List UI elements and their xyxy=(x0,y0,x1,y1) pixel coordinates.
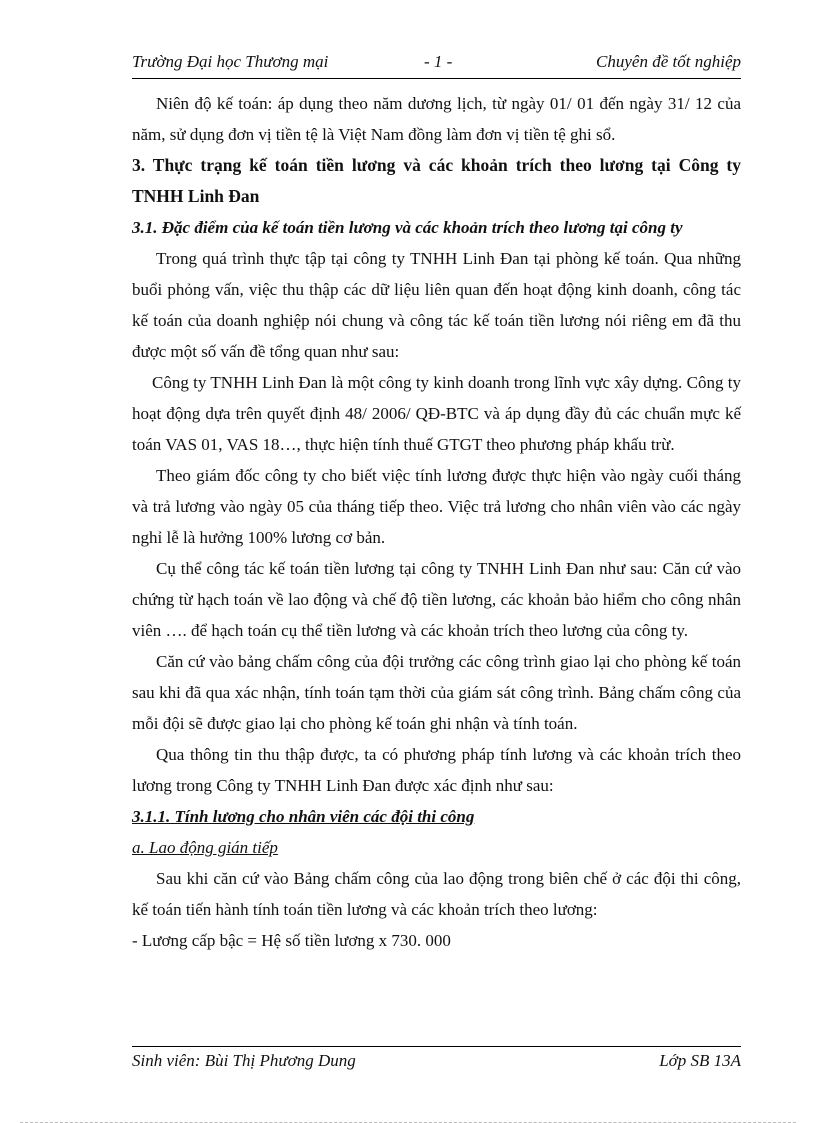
page-content xyxy=(132,88,741,956)
paragraph-payday: Theo giám đốc công ty cho biết việc tính lương được thực hiện vào ngày cuối tháng và trả lương vào ngày 05 của tháng tiếp theo. Việc trả lương cho nhân viên vào các ngày nghỉ lễ là hưởng 100% lương cơ bản. xyxy=(132,466,741,547)
paragraph-internship: Trong quá trình thực tập tại công ty TNHH Linh Đan tại phòng kế toán. Qua những buổi phỏng vấn, việc thu thập các dữ liệu liên quan đến hoạt động kinh doanh, công tác kế toán của doanh nghiệp nói chung và công tác kế toán tiền lương nói riêng em đã thu được một số vấn đề tổng quan như sau: xyxy=(132,249,741,361)
page-header xyxy=(132,48,741,79)
heading-indirect-labor: a. Lao động gián tiếp xyxy=(132,838,278,857)
paragraph-fiscal-year: Niên độ kế toán: áp dụng theo năm dương lịch, từ ngày 01/ 01 đến ngày 31/ 12 của năm, sử dụng đơn vị tiền tệ là Việt Nam đồng làm đơn vị tiền tệ ghi sổ. xyxy=(132,94,741,144)
header-school: Trường Đại học Thương mại xyxy=(132,52,329,71)
page-footer xyxy=(132,1046,741,1077)
formula-grade-salary: - Lương cấp bậc = Hệ số tiền lương x 730. 000 xyxy=(132,931,451,950)
paragraph-method: Qua thông tin thu thập được, ta có phương pháp tính lương và các khoản trích theo lương trong Công ty TNHH Linh Đan được xác định như sau: xyxy=(132,745,741,795)
header-page-number: - 1 - xyxy=(424,52,453,71)
footer-class: Lớp SB 13A xyxy=(659,1051,741,1070)
paragraph-timesheet: Căn cứ vào bảng chấm công của đội trưởng các công trình giao lại cho phòng kế toán sau khi đã qua xác nhận, tính toán tạm thời của giám sát công trình. Bảng chấm công của mỗi đội sẽ được giao lại cho phòng kế toán ghi nhận và tính toán. xyxy=(132,652,741,733)
footer-student: Sinh viên: Bùi Thị Phương Dung xyxy=(132,1051,356,1070)
heading-section-3: 3. Thực trạng kế toán tiền lương và các khoản trích theo lương tại Công ty TNHH Linh Đan xyxy=(132,155,741,206)
header-doc-title: Chuyên đề tốt nghiệp xyxy=(596,52,741,71)
paragraph-accounting-work: Cụ thể công tác kế toán tiền lương tại công ty TNHH Linh Đan như sau: Căn cứ vào chứng từ hạch toán về lao động và chế độ tiền lương, các khoản bảo hiểm cho công nhân viên …. để hạch toán cụ thể tiền lương và các khoản trích theo lương của công ty. xyxy=(132,559,741,640)
heading-section-3-1: 3.1. Đặc điểm của kế toán tiền lương và các khoản trích theo lương tại công ty xyxy=(132,218,683,237)
heading-section-3-1-1: 3.1.1. Tính lương cho nhân viên các đội thi công xyxy=(132,807,475,826)
paragraph-company-overview: Công ty TNHH Linh Đan là một công ty kinh doanh trong lĩnh vực xây dựng. Công ty hoạt động dựa trên quyết định 48/ 2006/ QĐ-BTC và áp dụng đầy đủ các chuẩn mực kế toán VAS 01, VAS 18…, thực hiện tính thuế GTGT theo phương pháp khấu trừ. xyxy=(132,373,741,454)
paragraph-calculation: Sau khi căn cứ vào Bảng chấm công của lao động trong biên chế ở các đội thi công, kế toán tiến hành tính toán tiền lương và các khoản trích theo lương: xyxy=(132,869,741,919)
